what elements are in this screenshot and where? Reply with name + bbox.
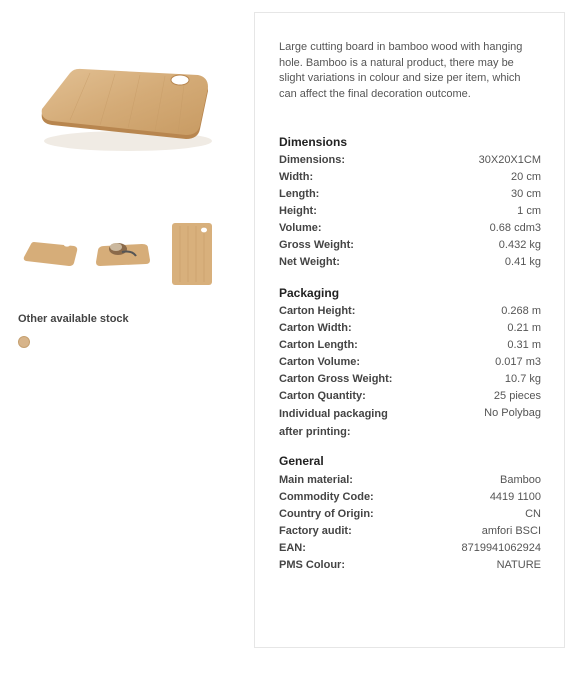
spec-label: Carton Width: xyxy=(279,322,352,334)
dimensions-row xyxy=(279,186,541,203)
spec-value: 8719941062924 xyxy=(461,542,541,554)
spec-value: NATURE xyxy=(496,559,541,571)
spec-label: Volume: xyxy=(279,222,322,234)
packaging-row xyxy=(279,303,541,320)
dimensions-row xyxy=(279,169,541,186)
dimensions-row xyxy=(279,254,541,271)
spec-label: Country of Origin: xyxy=(279,508,374,520)
spec-label: Individual packaging after printing: xyxy=(279,408,388,438)
spec-label: Dimensions: xyxy=(279,154,346,166)
general-row xyxy=(279,557,541,574)
thumbnail-3[interactable] xyxy=(164,222,228,286)
spec-label: Carton Quantity: xyxy=(279,390,366,402)
spec-value: 25 pieces xyxy=(493,390,541,402)
packaging-row xyxy=(279,337,541,354)
spec-value: 1 cm xyxy=(517,205,541,217)
spec-label: Width: xyxy=(279,171,314,183)
spec-label: Gross Weight: xyxy=(279,239,354,251)
dimensions-row xyxy=(279,220,541,237)
thumbnail-1[interactable] xyxy=(20,222,84,286)
dimensions-row xyxy=(279,237,541,254)
packaging-row xyxy=(279,371,541,388)
spec-value: No Polybag xyxy=(484,407,541,419)
packaging-row xyxy=(279,405,541,441)
thumbnail-2[interactable] xyxy=(92,222,156,286)
colour-swatch-natural[interactable] xyxy=(18,336,30,348)
spec-label: Carton Height: xyxy=(279,305,356,317)
spec-value: amfori BSCI xyxy=(481,525,541,537)
product-description: Large cutting board in bamboo wood with hanging hole. Bamboo is a natural product, there may be slight variations in colour and size per item, which can affect the final decoration outcome. xyxy=(279,41,523,100)
spec-value: 0.31 m xyxy=(507,339,541,351)
spec-label: Factory audit: xyxy=(279,525,352,537)
dimensions-title: Dimensions xyxy=(279,135,348,149)
packaging-row xyxy=(279,388,541,405)
spec-value: 20 cm xyxy=(511,171,541,183)
spec-label: Length: xyxy=(279,188,320,200)
spec-value: 0.41 kg xyxy=(504,256,541,268)
general-row xyxy=(279,506,541,523)
spec-label: PMS Colour: xyxy=(279,559,345,571)
packaging-row xyxy=(279,320,541,337)
packaging-title: Packaging xyxy=(279,286,340,300)
spec-label: Carton Gross Weight: xyxy=(279,373,393,385)
spec-value: Bamboo xyxy=(500,474,541,486)
spec-label: Height: xyxy=(279,205,317,217)
spec-value: 30X20X1CM xyxy=(478,154,541,166)
spec-value: 0.432 kg xyxy=(498,239,541,251)
spec-label: Commodity Code: xyxy=(279,491,374,503)
packaging-row xyxy=(279,354,541,371)
general-row xyxy=(279,472,541,489)
spec-label: Carton Volume: xyxy=(279,356,361,368)
spec-value: 10.7 kg xyxy=(504,373,541,385)
spec-label: Net Weight: xyxy=(279,256,340,268)
spec-value: 0.68 cdm3 xyxy=(489,222,541,234)
general-row xyxy=(279,540,541,557)
main-product-image xyxy=(30,55,220,165)
spec-label: Main material: xyxy=(279,474,353,486)
spec-label: EAN: xyxy=(279,542,306,554)
general-row xyxy=(279,489,541,506)
product-specs-panel xyxy=(254,12,565,648)
spec-value: 4419 1100 xyxy=(489,491,541,503)
dimensions-row xyxy=(279,203,541,220)
spec-value: 30 cm xyxy=(511,188,541,200)
spec-value: 0.21 m xyxy=(507,322,541,334)
spec-value: CN xyxy=(525,508,541,520)
other-stock-label: Other available stock xyxy=(18,313,129,325)
spec-value: 0.017 m3 xyxy=(495,356,541,368)
spec-label: Carton Length: xyxy=(279,339,358,351)
general-title: General xyxy=(279,454,324,468)
product-gallery xyxy=(0,0,240,675)
general-row xyxy=(279,523,541,540)
spec-value: 0.268 m xyxy=(501,305,541,317)
dimensions-row xyxy=(279,152,541,169)
